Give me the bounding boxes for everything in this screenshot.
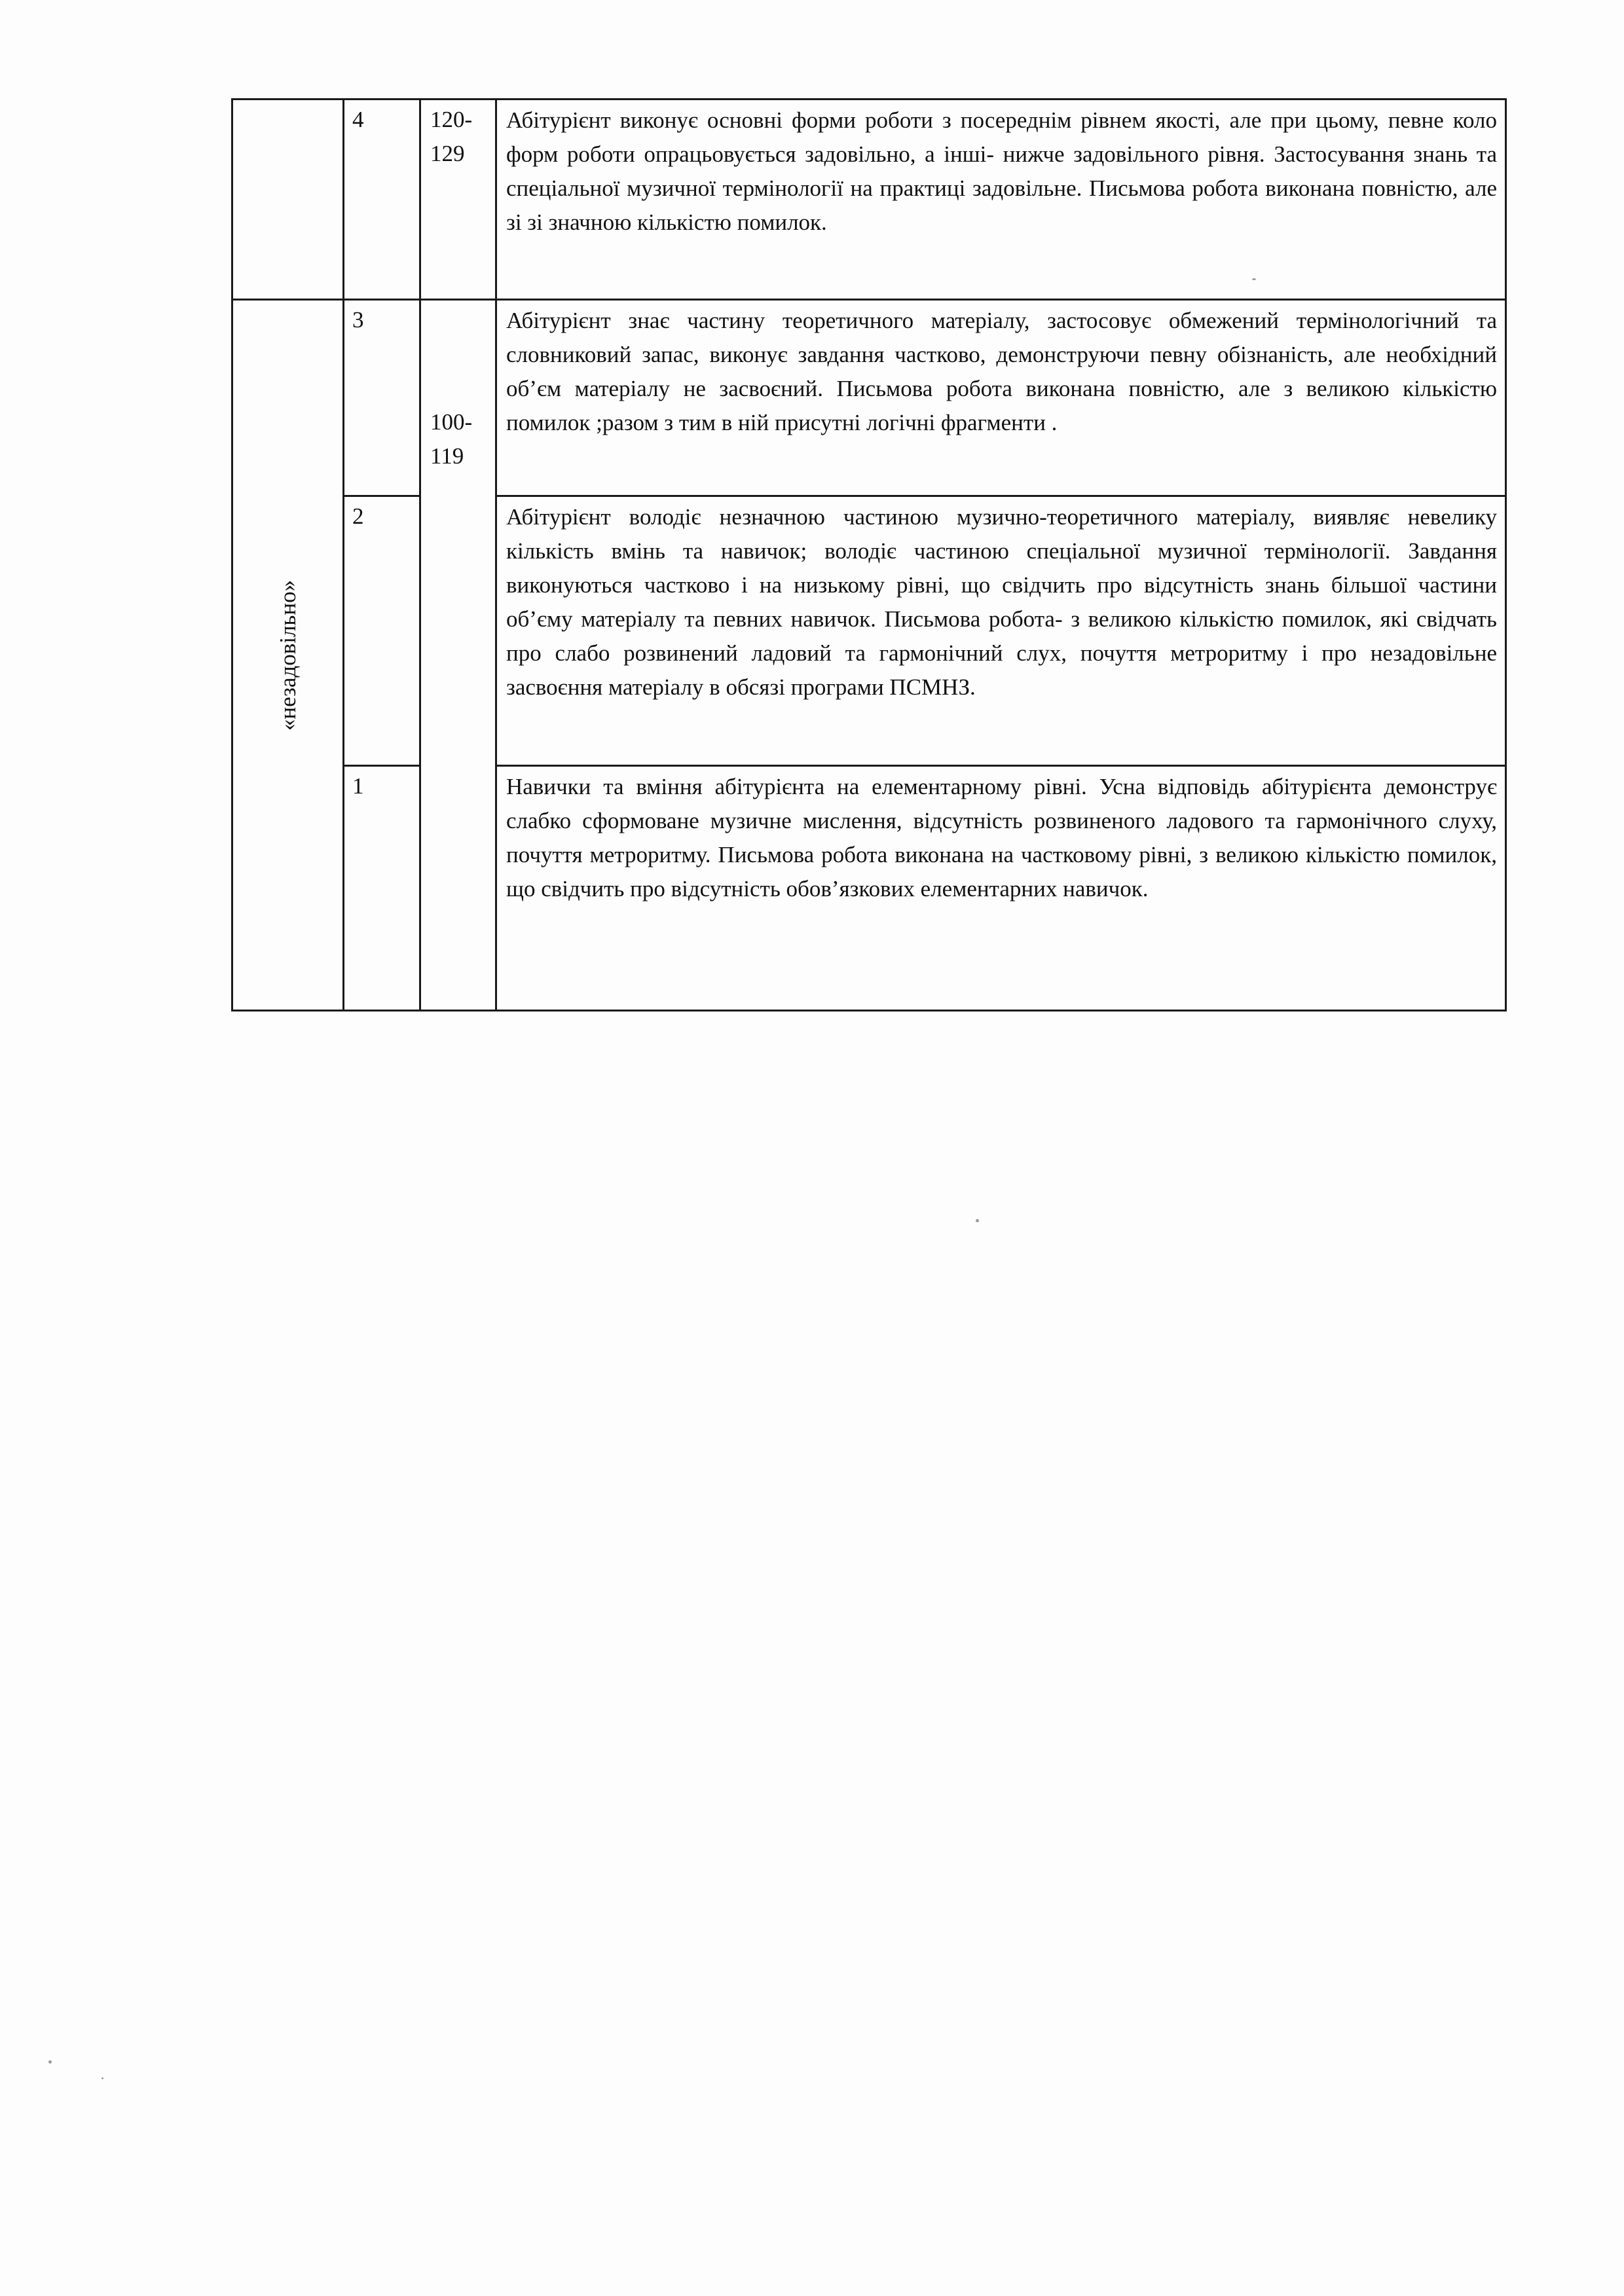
score-cell	[344, 766, 420, 1011]
range-line: 119	[430, 443, 464, 469]
score-value: 4	[352, 107, 364, 132]
description-cell	[496, 766, 1506, 1011]
grading-criteria-table	[231, 98, 1507, 1011]
table-row	[232, 100, 1506, 300]
description-text: Навички та вміння абітурієнта на елементарному рівні. Усна відповідь абітурієнта демонструє слабко сформоване музичне мислення, відсутність розвиненого ладового та гармонічного слуху, почуття метроритму. Письмова робота виконана на частковому рівні, з великою кількістю помилок, що свідчить про відсутність обов’язкових елементарних навичок.	[506, 774, 1497, 902]
score-value: 3	[352, 307, 364, 333]
description-text: Абітурієнт знає частину теоретичного матеріалу, застосовує обмежений термінологічний та словниковий запас, виконує завдання частково, демонструючи певну обізнаність, але необхідний об’єм матеріалу не засвоєний. Письмова робота виконана повністю, але з великою кількістю помилок ;разом з тим в ній присутні логічні фрагменти .	[506, 308, 1497, 435]
scan-speck	[1252, 278, 1256, 280]
scan-speck	[48, 2060, 52, 2064]
scan-speck	[101, 2077, 103, 2079]
range-cell	[420, 300, 496, 1011]
level-cell	[232, 300, 344, 1011]
description-cell	[496, 496, 1506, 766]
score-value: 1	[352, 773, 364, 799]
range-line: 120-	[430, 107, 473, 132]
score-cell	[344, 100, 420, 300]
range-line: 100-	[430, 409, 473, 435]
score-cell	[344, 496, 420, 766]
description-text: Абітурієнт володіє незначною частиною музично-теоретичного матеріалу, виявляє невелику кількість вмінь та навичок; володіє частиною спеціальної музичної термінології. Завдання виконуються частково і на низькому рівні, що свідчить про відсутність знань більшої частини об’єму матеріалу та певних навичок. Письмова робота- з великою кількістю помилок, які свідчать про слабо розвинений ладовий та гармонічний слух, почуття метроритму і про незадовільне засвоєння матеріалу в обсязі програми ПСМНЗ.	[506, 504, 1497, 700]
score-cell	[344, 300, 420, 496]
table-row	[232, 300, 1506, 496]
score-value: 2	[352, 503, 364, 529]
description-text: Абітурієнт виконує основні форми роботи з посереднім рівнем якості, але при цьому, певне коло форм роботи опрацьовується задовільно, а інші- нижче задовільного рівня. Застосування знань та спеціальної музичної термінології на практиці задовільне. Письмова робота виконана повністю, але зі зі значною кількістю помилок.	[506, 107, 1497, 235]
level-label: «незадовільно»	[274, 579, 301, 731]
range-cell	[420, 100, 496, 300]
level-cell-empty	[232, 100, 344, 300]
scan-speck	[976, 1219, 979, 1222]
range-line: 129	[430, 141, 465, 166]
description-cell	[496, 300, 1506, 496]
description-cell	[496, 100, 1506, 300]
